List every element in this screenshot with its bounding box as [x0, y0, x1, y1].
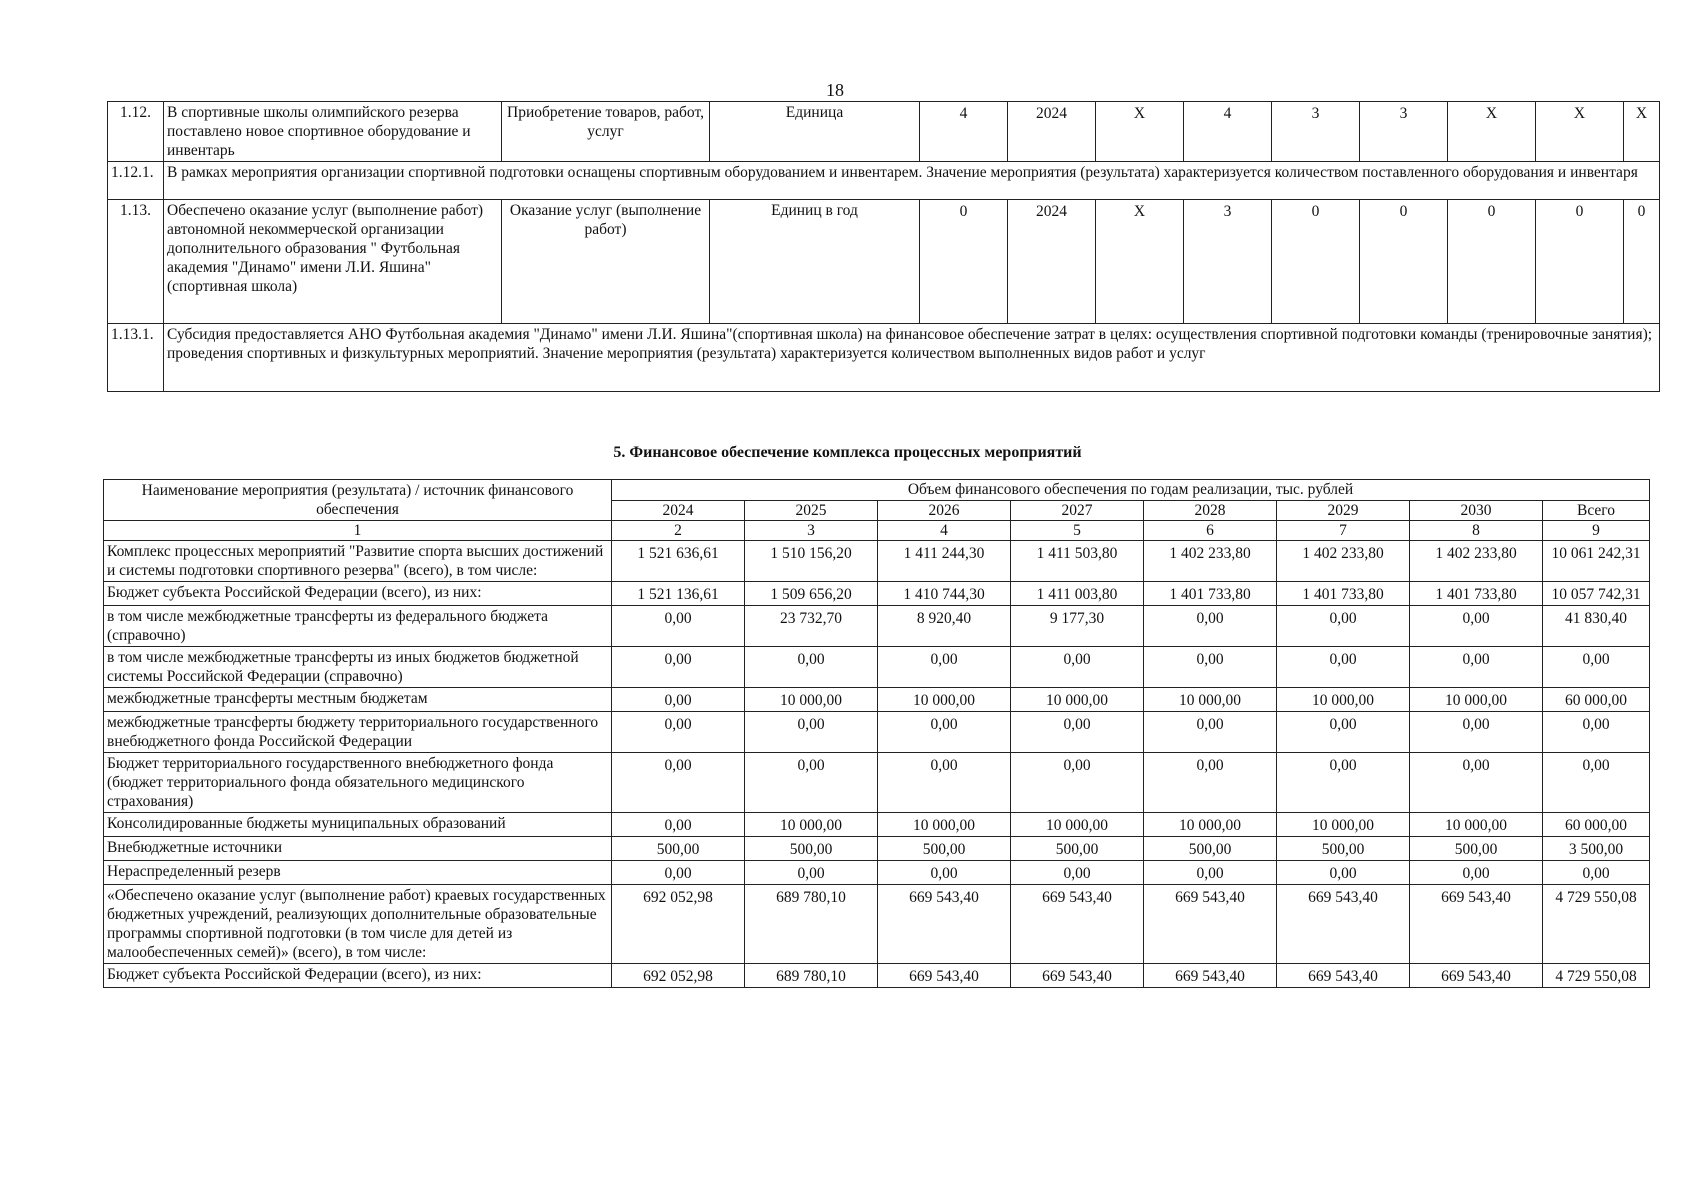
- measure-name: В спортивные школы олимпийского резерва поставлено новое спортивное оборудование и инвентарь: [164, 102, 502, 162]
- column-number: 6: [1144, 521, 1277, 541]
- total-value: 60 000,00: [1543, 688, 1650, 712]
- year-amount: 0,00: [612, 712, 745, 753]
- year-amount: 0,00: [745, 861, 878, 885]
- year-amount: 669 543,40: [1410, 885, 1543, 964]
- year-amount: 1 521 636,61: [612, 541, 745, 582]
- row-number: 1.12.1.: [108, 162, 164, 200]
- year-amount: 0,00: [1410, 606, 1543, 647]
- year-amount: 0,00: [1410, 753, 1543, 813]
- header-name: Наименование мероприятия (результата) / источник финансового обеспечения: [104, 480, 612, 521]
- finance-table: [103, 479, 1650, 988]
- column-number: 8: [1410, 521, 1543, 541]
- table-row: [104, 753, 1650, 813]
- year-amount: 10 000,00: [878, 688, 1011, 712]
- year-amount: 500,00: [612, 837, 745, 861]
- finance-source-name: межбюджетные трансферты местным бюджетам: [104, 688, 612, 712]
- year-header: 2030: [1410, 500, 1543, 521]
- year-amount: 669 543,40: [1144, 964, 1277, 988]
- year-amount: 0,00: [745, 712, 878, 753]
- measure-type: Приобретение товаров, работ, услуг: [502, 102, 710, 162]
- year-amount: 10 000,00: [1011, 813, 1144, 837]
- year-amount: 10 000,00: [1144, 688, 1277, 712]
- year-amount: 0,00: [878, 712, 1011, 753]
- year-amount: 0,00: [1410, 712, 1543, 753]
- year-amount: 500,00: [1277, 837, 1410, 861]
- column-number: 2: [612, 521, 745, 541]
- total-value: 0,00: [1543, 712, 1650, 753]
- year-value: 3: [1272, 102, 1360, 162]
- year-amount: 0,00: [1410, 861, 1543, 885]
- table-row: [104, 582, 1650, 606]
- year-amount: 0,00: [612, 753, 745, 813]
- year-amount: 10 000,00: [878, 813, 1011, 837]
- table-row: [108, 324, 1660, 392]
- row-number: 1.12.: [108, 102, 164, 162]
- measure-description: Субсидия предоставляется АНО Футбольная академия "Динамо" имени Л.И. Яшина"(спортивная школа) на финансовое обеспечение затрат в целях: осуществления спортивной подготовки команды (тренировочные занятия); проведения спортивных и физкультурных мероприятий. Значение мероприятия (результата) характеризуется количеством выполненных видов работ и услуг: [164, 324, 1660, 392]
- table-row: [104, 688, 1650, 712]
- year-amount: 10 000,00: [1410, 813, 1543, 837]
- year-value: 3: [1360, 102, 1448, 162]
- year-amount: 0,00: [1011, 647, 1144, 688]
- finance-source-name: Комплекс процессных мероприятий "Развитие спорта высших достижений и системы подготовки спортивного резерва" (всего), в том числе:: [104, 541, 612, 582]
- column-number: 1: [104, 521, 612, 541]
- column-number: 9: [1543, 521, 1650, 541]
- year-value: 0: [1360, 200, 1448, 324]
- total-value: 0,00: [1543, 753, 1650, 813]
- table-row: [104, 606, 1650, 647]
- year-amount: 1 410 744,30: [878, 582, 1011, 606]
- measure-unit: Единица: [710, 102, 920, 162]
- table-row: [108, 200, 1660, 324]
- table-row: [104, 541, 1650, 582]
- total-value: 0,00: [1543, 647, 1650, 688]
- year-amount: 1 521 136,61: [612, 582, 745, 606]
- year-amount: 1 401 733,80: [1277, 582, 1410, 606]
- year-amount: 0,00: [1277, 753, 1410, 813]
- year-amount: 9 177,30: [1011, 606, 1144, 647]
- total-value: 4 729 550,08: [1543, 885, 1650, 964]
- year-amount: 0,00: [1144, 647, 1277, 688]
- year-amount: 0,00: [878, 647, 1011, 688]
- total-value: 60 000,00: [1543, 813, 1650, 837]
- year-amount: 500,00: [1011, 837, 1144, 861]
- column-number: 3: [745, 521, 878, 541]
- year-amount: 0,00: [745, 647, 878, 688]
- year-amount: 0,00: [1144, 606, 1277, 647]
- base-year: 2024: [1008, 200, 1096, 324]
- finance-source-name: межбюджетные трансферты бюджету территориального государственного внебюджетного фонда Российской Федерации: [104, 712, 612, 753]
- year-amount: 10 000,00: [1277, 688, 1410, 712]
- finance-source-name: Бюджет территориального государственного внебюджетного фонда (бюджет территориального фонда обязательного медицинского страхования): [104, 753, 612, 813]
- year-amount: 669 543,40: [1277, 885, 1410, 964]
- finance-table-body: [104, 541, 1650, 988]
- table-row: [104, 861, 1650, 885]
- year-amount: 692 052,98: [612, 885, 745, 964]
- table-row: [104, 712, 1650, 753]
- year-amount: 689 780,10: [745, 885, 878, 964]
- year-amount: 10 000,00: [745, 688, 878, 712]
- measure-description: В рамках мероприятия организации спортивной подготовки оснащены спортивным оборудованием и инвентарем. Значение мероприятия (результата) характеризуется количеством поставленного оборудования и инвентаря: [164, 162, 1660, 200]
- year-amount: 0,00: [1410, 647, 1543, 688]
- column-number: 5: [1011, 521, 1144, 541]
- total-value: 4 729 550,08: [1543, 964, 1650, 988]
- row-number: 1.13.1.: [108, 324, 164, 392]
- year-value: X: [1096, 102, 1184, 162]
- year-value: X: [1096, 200, 1184, 324]
- page-number: 18: [826, 80, 844, 100]
- table-row: [108, 102, 1660, 162]
- finance-source-name: «Обеспечено оказание услуг (выполнение работ) краевых государственных бюджетных учреждений, реализующих дополнительные образовательные программы спортивной подготовки (в том числе для детей из малообеспеченных семей)» (всего), в том числе:: [104, 885, 612, 964]
- section-title: 5. Финансовое обеспечение комплекса процессных мероприятий: [613, 444, 1082, 461]
- year-amount: 0,00: [1277, 606, 1410, 647]
- finance-source-name: Нераспределенный резерв: [104, 861, 612, 885]
- year-value: X: [1448, 102, 1536, 162]
- measure-name: Обеспечено оказание услуг (выполнение работ) автономной некоммерческой организации дополнительного образования " Футбольная академия "Динамо" имени Л.И. Яшина"(спортивная школа): [164, 200, 502, 324]
- year-amount: 0,00: [1277, 647, 1410, 688]
- year-amount: 689 780,10: [745, 964, 878, 988]
- year-amount: 0,00: [612, 688, 745, 712]
- year-value: 0: [1448, 200, 1536, 324]
- year-amount: 1 401 733,80: [1410, 582, 1543, 606]
- total-value: 3 500,00: [1543, 837, 1650, 861]
- finance-source-name: Бюджет субъекта Российской Федерации (всего), из них:: [104, 582, 612, 606]
- year-amount: 1 402 233,80: [1410, 541, 1543, 582]
- finance-source-name: Консолидированные бюджеты муниципальных образований: [104, 813, 612, 837]
- year-amount: 500,00: [1410, 837, 1543, 861]
- year-amount: 1 411 503,80: [1011, 541, 1144, 582]
- table-row: [104, 647, 1650, 688]
- measure-type: Оказание услуг (выполнение работ): [502, 200, 710, 324]
- year-amount: 669 543,40: [1277, 964, 1410, 988]
- year-amount: 1 510 156,20: [745, 541, 878, 582]
- year-amount: 0,00: [1144, 712, 1277, 753]
- table-row: [104, 885, 1650, 964]
- year-amount: 0,00: [1011, 861, 1144, 885]
- measure-unit: Единиц в год: [710, 200, 920, 324]
- total-value: 10 057 742,31: [1543, 582, 1650, 606]
- year-value: X: [1624, 102, 1660, 162]
- header-volume: Объем финансового обеспечения по годам реализации, тыс. рублей: [612, 480, 1650, 501]
- year-amount: 0,00: [745, 753, 878, 813]
- year-amount: 1 402 233,80: [1144, 541, 1277, 582]
- year-value: 0: [1624, 200, 1660, 324]
- year-amount: 669 543,40: [878, 964, 1011, 988]
- year-amount: 0,00: [1144, 753, 1277, 813]
- total-header: Всего: [1543, 500, 1650, 521]
- total-value: 41 830,40: [1543, 606, 1650, 647]
- row-number: 1.13.: [108, 200, 164, 324]
- year-amount: 10 000,00: [1277, 813, 1410, 837]
- year-value: 4: [1184, 102, 1272, 162]
- total-value: 10 061 242,31: [1543, 541, 1650, 582]
- year-amount: 669 543,40: [1011, 964, 1144, 988]
- year-header: 2025: [745, 500, 878, 521]
- year-amount: 0,00: [612, 606, 745, 647]
- year-amount: 0,00: [1277, 712, 1410, 753]
- year-amount: 669 543,40: [1410, 964, 1543, 988]
- year-value: X: [1536, 102, 1624, 162]
- table-row: [104, 813, 1650, 837]
- table-row: [108, 162, 1660, 200]
- year-amount: 1 402 233,80: [1277, 541, 1410, 582]
- finance-source-name: в том числе межбюджетные трансферты из иных бюджетов бюджетной системы Российской Федерации (справочно): [104, 647, 612, 688]
- finance-source-name: Бюджет субъекта Российской Федерации (всего), из них:: [104, 964, 612, 988]
- year-amount: 0,00: [878, 861, 1011, 885]
- year-amount: 0,00: [612, 813, 745, 837]
- base-value: 4: [920, 102, 1008, 162]
- base-year: 2024: [1008, 102, 1096, 162]
- finance-source-name: Внебюджетные источники: [104, 837, 612, 861]
- year-amount: 1 411 003,80: [1011, 582, 1144, 606]
- year-amount: 8 920,40: [878, 606, 1011, 647]
- year-amount: 0,00: [1144, 861, 1277, 885]
- year-amount: 10 000,00: [745, 813, 878, 837]
- column-number: 7: [1277, 521, 1410, 541]
- year-amount: 1 411 244,30: [878, 541, 1011, 582]
- column-number: 4: [878, 521, 1011, 541]
- year-amount: 0,00: [612, 647, 745, 688]
- year-value: 0: [1536, 200, 1624, 324]
- year-amount: 10 000,00: [1144, 813, 1277, 837]
- year-amount: 500,00: [878, 837, 1011, 861]
- finance-source-name: в том числе межбюджетные трансферты из федерального бюджета (справочно): [104, 606, 612, 647]
- year-amount: 0,00: [1011, 712, 1144, 753]
- year-amount: 0,00: [878, 753, 1011, 813]
- year-amount: 10 000,00: [1011, 688, 1144, 712]
- year-amount: 0,00: [1277, 861, 1410, 885]
- year-amount: 1 401 733,80: [1144, 582, 1277, 606]
- year-amount: 500,00: [1144, 837, 1277, 861]
- year-header: 2029: [1277, 500, 1410, 521]
- year-value: 3: [1184, 200, 1272, 324]
- base-value: 0: [920, 200, 1008, 324]
- measures-table: [107, 101, 1660, 392]
- year-amount: 669 543,40: [1011, 885, 1144, 964]
- year-header: 2028: [1144, 500, 1277, 521]
- year-amount: 0,00: [1011, 753, 1144, 813]
- year-header: 2026: [878, 500, 1011, 521]
- year-amount: 692 052,98: [612, 964, 745, 988]
- year-value: 0: [1272, 200, 1360, 324]
- year-header: 2024: [612, 500, 745, 521]
- year-amount: 500,00: [745, 837, 878, 861]
- header-row: [104, 480, 1650, 501]
- column-numbers-row: [104, 521, 1650, 541]
- year-header: 2027: [1011, 500, 1144, 521]
- year-amount: 669 543,40: [878, 885, 1011, 964]
- total-value: 0,00: [1543, 861, 1650, 885]
- year-amount: 0,00: [612, 861, 745, 885]
- year-amount: 10 000,00: [1410, 688, 1543, 712]
- table-row: [104, 964, 1650, 988]
- year-amount: 1 509 656,20: [745, 582, 878, 606]
- year-amount: 669 543,40: [1144, 885, 1277, 964]
- table-row: [104, 837, 1650, 861]
- year-amount: 23 732,70: [745, 606, 878, 647]
